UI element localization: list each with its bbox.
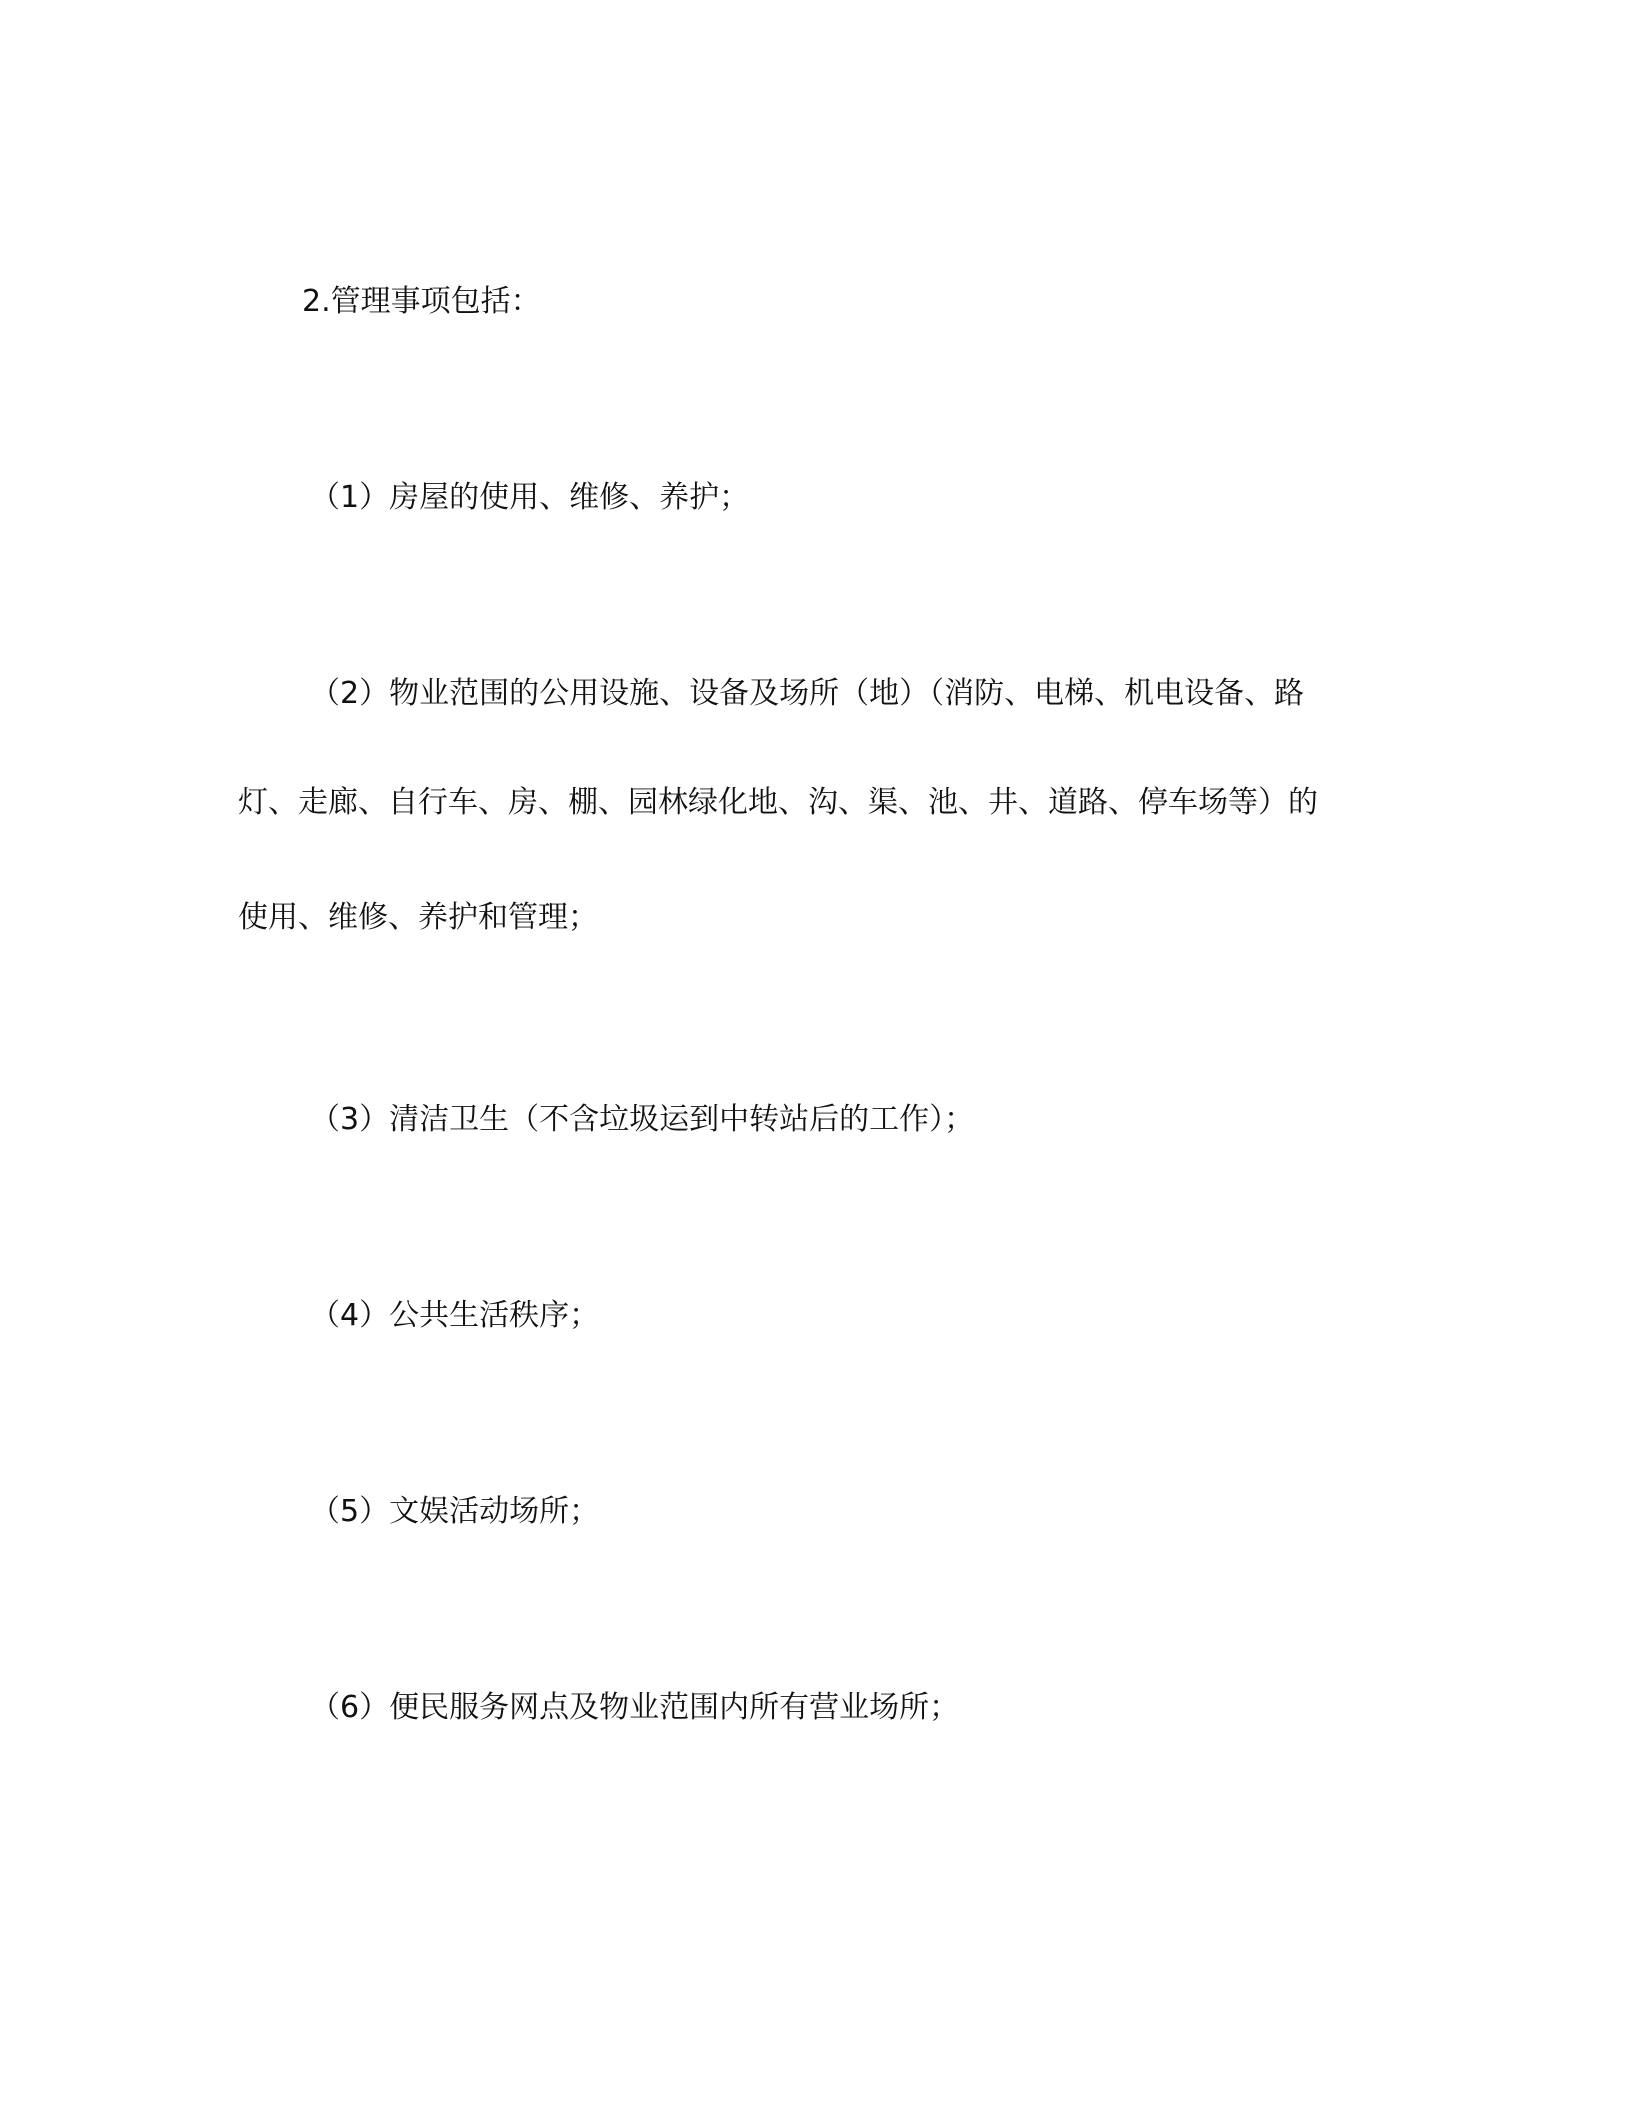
list-item-3: （3）清洁卫生（不含垃圾运到中转站后的工作）； xyxy=(310,1102,975,1137)
list-item-1: （1）房屋的使用、维修、养护； xyxy=(310,480,750,515)
list-item-2-line-2: 灯、走廊、自行车、房、棚、园林绿化地、沟、渠、池、井、道路、停车场等）的 xyxy=(238,785,1318,820)
list-item-4: （4）公共生活秩序； xyxy=(310,1298,600,1333)
list-item-5: （5）文娱活动场所； xyxy=(310,1494,600,1529)
section-heading: 2.管理事项包括： xyxy=(302,284,541,319)
list-item-2-line-3: 使用、维修、养护和管理； xyxy=(238,900,598,935)
list-item-6: （6）便民服务网点及物业范围内所有营业场所； xyxy=(310,1690,960,1725)
list-item-2-line-1: （2）物业范围的公用设施、设备及场所（地）（消防、电梯、机电设备、路 xyxy=(310,676,1305,711)
